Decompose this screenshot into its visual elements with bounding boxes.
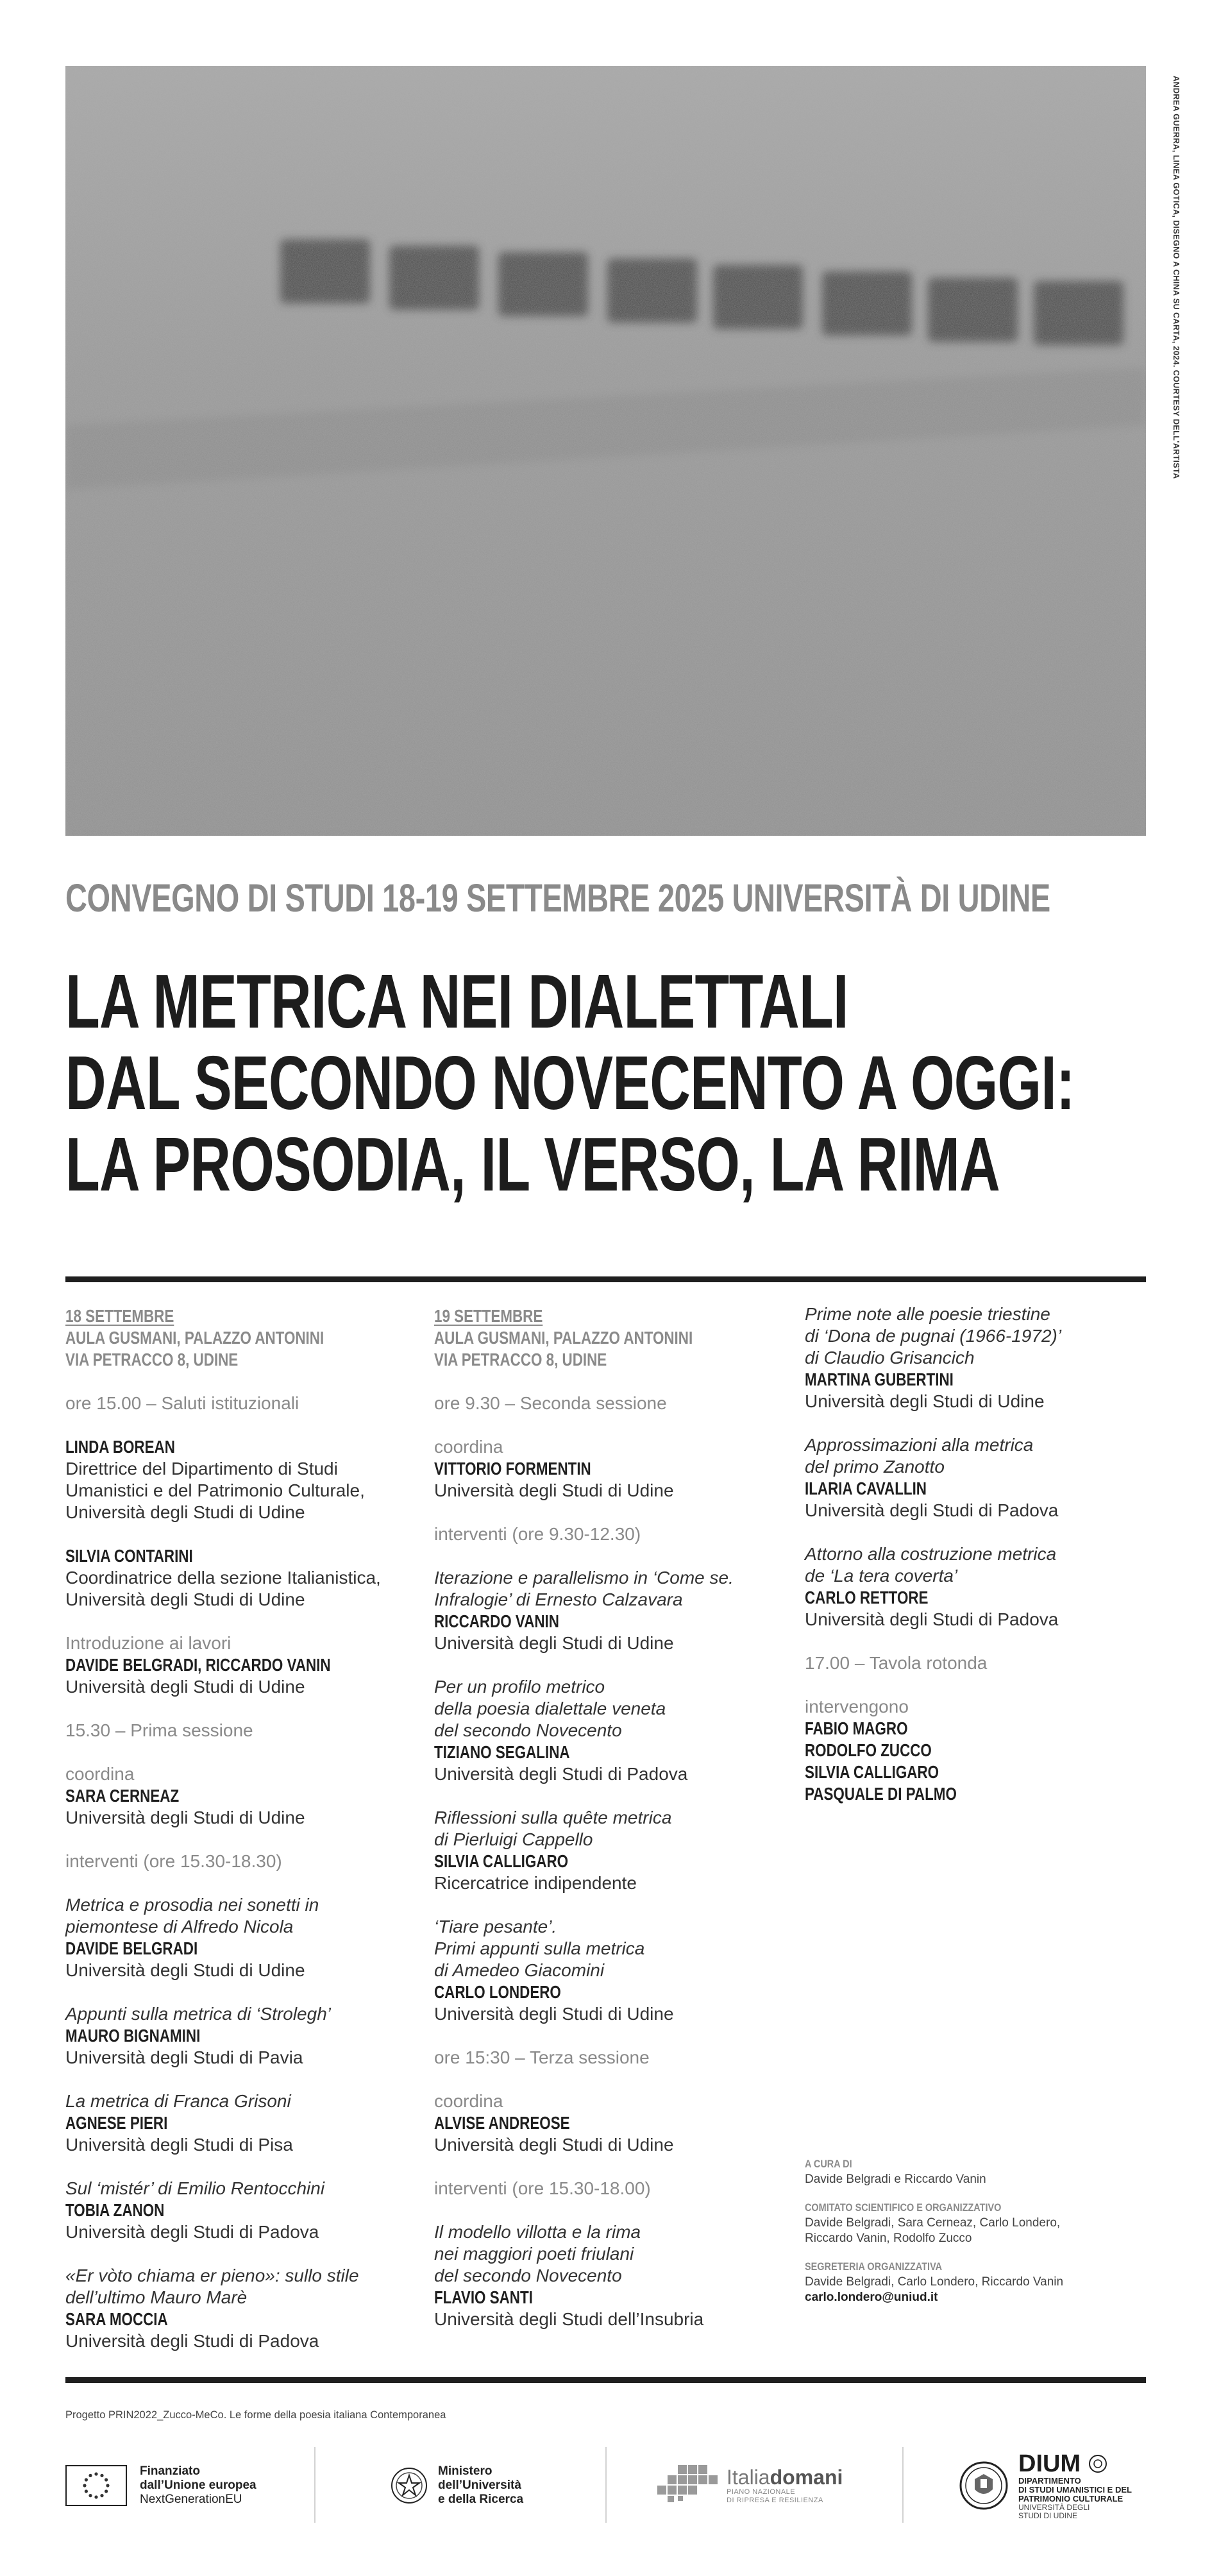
italia-word: Italia	[727, 2466, 770, 2489]
talk-affiliation: Università degli Studi di Padova	[805, 1500, 1059, 1520]
event-subtitle: CONVEGNO DI STUDI 18-19 SETTEMBRE 2025 UNIVERSITÀ DI UDINE	[65, 876, 1050, 920]
eu-flag-icon	[65, 2465, 127, 2506]
day-1-address: VIA PETRACCO 8, UDINE	[65, 1350, 239, 1369]
talk-speaker: ILARIA CAVALLIN	[805, 1479, 927, 1498]
day-2-morning-talks	[434, 1567, 793, 2025]
top-divider	[65, 1276, 1146, 1282]
talk-title: Il modello villotta e la rima nei maggiori poeti friulani del secondo Novecento	[434, 2222, 641, 2285]
coordinator-label: coordina	[434, 2091, 503, 2111]
talk-title: «Er vòto chiama er pieno»: sullo stile dell’ultimo Mauro Marè	[65, 2266, 359, 2307]
talk-affiliation: Università degli Studi di Udine	[434, 2004, 674, 2024]
secretariat-names: Davide Belgradi, Carlo Londero, Riccardo Vanin	[805, 2275, 1064, 2289]
talk-affiliation: Università degli Studi di Padova	[434, 1764, 688, 1784]
italian-emblem-icon	[389, 2466, 429, 2505]
talk-title: La metrica di Franca Grisoni	[65, 2091, 291, 2111]
day-2-afternoon-talks	[434, 2221, 793, 2330]
domani-word: domani	[770, 2466, 843, 2489]
talk-item	[65, 2265, 425, 2352]
talk-affiliation: Università degli Studi di Padova	[65, 2222, 319, 2242]
ministry-line-3: e della Ricerca	[438, 2493, 524, 2506]
talk-affiliation: Università degli Studi di Udine	[65, 1960, 305, 1980]
day-2-address: VIA PETRACCO 8, UDINE	[434, 1350, 607, 1369]
talk-title: Per un profilo metrico della poesia dialettale veneta del secondo Novecento	[434, 1677, 666, 1740]
funding-logos	[65, 2437, 1146, 2534]
speaker-role: Direttrice del Dipartimento di Studi Umanistici e del Patrimonio Culturale, Università degli Studi di Udine	[65, 1459, 365, 1522]
round-table-speaker: FABIO MAGRO	[805, 1718, 908, 1738]
program-day-2	[434, 1305, 793, 2352]
speaker-name: SILVIA CONTARINI	[65, 1546, 193, 1566]
committee-label: COMITATO SCIENTIFICO E ORGANIZZATIVO	[805, 2201, 1002, 2214]
talk-speaker: MAURO BIGNAMINI	[65, 2026, 201, 2046]
logo-divider	[605, 2447, 607, 2523]
dium-line-1: DIPARTIMENTO	[1018, 2476, 1081, 2486]
talk-title: Attorno alla costruzione metrica de ‘La tera coverta’	[805, 1544, 1057, 1586]
round-table-speaker: SILVIA CALLIGARO	[805, 1762, 939, 1782]
dium-line-2: DI STUDI UMANISTICI E DEL	[1018, 2485, 1132, 2495]
talk-title: ‘Tiare pesante’. Primi appunti sulla metrica di Amedeo Giacomini	[434, 1917, 645, 1980]
talk-title: Approssimazioni alla metrica del primo Zanotto	[805, 1435, 1034, 1477]
title-line-1: LA METRICA NEI DIALETTALI	[65, 959, 848, 1044]
dium-line-3: PATRIMONIO CULTURALE	[1018, 2494, 1124, 2504]
ministry-logo	[389, 2437, 523, 2534]
round-table-time: 17.00 – Tavola rotonda	[805, 1653, 988, 1673]
logo-divider	[902, 2447, 904, 2523]
session-2-time: ore 9.30 – Seconda sessione	[434, 1393, 667, 1413]
coordinator-name: SARA CERNEAZ	[65, 1786, 180, 1806]
talk-item	[65, 2090, 425, 2156]
coordinator-name: ALVISE ANDREOSE	[434, 2113, 570, 2133]
curated-label: A CURA DI	[805, 2158, 852, 2170]
italia-sub-1: PIANO NAZIONALE	[727, 2488, 796, 2496]
day-1-venue: AULA GUSMANI, PALAZZO ANTONINI	[65, 1328, 324, 1348]
program-day-2-continued	[805, 1303, 1164, 1827]
talk-title: Sul ‘mistér’ di Emilio Rentocchini	[65, 2178, 325, 2198]
coordinator-label: coordina	[434, 1437, 503, 1457]
session-1-time: 15.30 – Prima sessione	[65, 1720, 253, 1740]
talk-item	[65, 1894, 425, 1981]
italiadomani-mark-icon	[652, 2460, 723, 2511]
talk-item	[434, 1567, 793, 1654]
talk-item	[434, 1807, 793, 1894]
talk-speaker: CARLO LONDERO	[434, 1982, 561, 2002]
intro-label: Introduzione ai lavori	[65, 1633, 231, 1653]
title-line-2: DAL SECONDO NOVECENTO A OGGI:	[65, 1040, 1075, 1126]
program-day-1	[65, 1305, 425, 2374]
round-table-speaker: RODOLFO ZUCCO	[805, 1740, 932, 1760]
talk-item	[434, 1676, 793, 1785]
day-2-date: 19 SETTEMBRE	[434, 1306, 543, 1326]
talk-speaker: SILVIA CALLIGARO	[434, 1851, 569, 1871]
coordinator-affiliation: Università degli Studi di Udine	[65, 1808, 305, 1827]
speaker-role: Coordinatrice della sezione Italianistica, Università degli Studi di Udine	[65, 1568, 381, 1609]
talk-speaker: TIZIANO SEGALINA	[434, 1742, 570, 1762]
talk-affiliation: Università degli Studi di Pavia	[65, 2047, 303, 2067]
title-line-3: LA PROSODIA, IL VERSO, LA RIMA	[65, 1122, 1000, 1207]
eu-logo	[65, 2437, 257, 2534]
talk-item	[65, 2003, 425, 2069]
eu-line-2: dall’Unione europea	[140, 2479, 257, 2492]
coordinator-label: coordina	[65, 1764, 135, 1784]
session-3-time: ore 15:30 – Terza sessione	[434, 2047, 650, 2067]
talk-speaker: RICCARDO VANIN	[434, 1611, 559, 1631]
talk-affiliation: Università degli Studi di Padova	[65, 2331, 319, 2351]
talk-title: Prime note alle poesie triestine di ‘Dona de pugnai (1966-1972)’ di Claudio Grisancich	[805, 1304, 1062, 1368]
day-1-date: 18 SETTEMBRE	[65, 1306, 174, 1326]
dium-badge-icon	[1088, 2454, 1107, 2473]
talk-speaker: AGNESE PIERI	[65, 2113, 168, 2133]
talk-title: Iterazione e parallelismo in ‘Come se. Infralogie’ di Ernesto Calzavara	[434, 1568, 734, 1609]
dium-line-5: STUDI DI UDINE	[1018, 2511, 1078, 2520]
eu-line-3: NextGenerationEU	[140, 2493, 242, 2506]
talk-title: Appunti sulla metrica di ‘Strolegh’	[65, 2004, 331, 2024]
round-table-speaker: PASQUALE DI PALMO	[805, 1784, 957, 1804]
talk-speaker: FLAVIO SANTI	[434, 2287, 533, 2307]
ministry-line-2: dell’Università	[438, 2479, 521, 2492]
talk-item	[805, 1303, 1164, 1412]
talk-affiliation: Università degli Studi di Udine	[434, 1633, 674, 1653]
logo-divider	[314, 2447, 316, 2523]
project-note: Progetto PRIN2022_Zucco-MeCo. Le forme della poesia italiana Contemporanea	[65, 2409, 446, 2421]
speakers-label: intervengono	[805, 1697, 909, 1716]
dium-line-4: UNIVERSITÀ DEGLI	[1018, 2503, 1090, 2512]
artwork-image	[65, 66, 1146, 836]
secretariat-label: SEGRETERIA ORGANIZZATIVA	[805, 2260, 943, 2273]
talk-title: Riflessioni sulla quête metrica di Pierluigi Cappello	[434, 1808, 672, 1849]
coordinator-name: VITTORIO FORMENTIN	[434, 1459, 591, 1479]
coordinator-affiliation: Università degli Studi di Udine	[434, 1480, 674, 1500]
intro-speakers: DAVIDE BELGRADI, RICCARDO VANIN	[65, 1655, 331, 1675]
event-title	[65, 961, 1075, 1205]
talk-item	[805, 1543, 1164, 1631]
bottom-divider	[65, 2377, 1146, 2383]
talk-title: Metrica e prosodia nei sonetti in piemontese di Alfredo Nicola	[65, 1895, 319, 1936]
day-2-venue: AULA GUSMANI, PALAZZO ANTONINI	[434, 1328, 693, 1348]
talks-time: interventi (ore 15.30-18.00)	[434, 2178, 651, 2198]
committee-names: Davide Belgradi, Sara Cerneaz, Carlo Londero, Riccardo Vanin, Rodolfo Zucco	[805, 2216, 1061, 2245]
talk-item	[65, 2178, 425, 2243]
talk-affiliation: Università degli Studi di Udine	[805, 1391, 1045, 1411]
talk-speaker: CARLO RETTORE	[805, 1588, 929, 1607]
university-seal-icon	[958, 2460, 1009, 2511]
day-2-afternoon-talks-continued	[805, 1303, 1164, 1631]
ministry-line-1: Ministero	[438, 2464, 492, 2478]
talk-speaker: TOBIA ZANON	[65, 2200, 165, 2220]
talk-item	[434, 1916, 793, 2025]
day-1-talks	[65, 1894, 425, 2352]
intro-affiliation: Università degli Studi di Udine	[65, 1677, 305, 1697]
talk-affiliation: Università degli Studi di Padova	[805, 1609, 1059, 1629]
contact-email[interactable]: carlo.londero@uniud.it	[805, 2291, 938, 2304]
curated-names: Davide Belgradi e Riccardo Vanin	[805, 2173, 986, 2186]
talk-affiliation: Università degli Studi dell’Insubria	[434, 2309, 704, 2329]
dium-logo	[958, 2437, 1132, 2534]
talk-item	[805, 1434, 1164, 1521]
italia-sub-2: DI RIPRESA E RESILIENZA	[727, 2496, 823, 2504]
eu-line-1: Finanziato	[140, 2464, 200, 2478]
talks-time: interventi (ore 9.30-12.30)	[434, 1524, 641, 1544]
talks-time: interventi (ore 15.30-18.30)	[65, 1851, 282, 1871]
italiadomani-logo	[652, 2437, 843, 2534]
talk-speaker: SARA MOCCIA	[65, 2309, 168, 2329]
speaker-name: LINDA BOREAN	[65, 1437, 175, 1457]
talk-item	[434, 2221, 793, 2330]
dium-name: DIUM	[1018, 2450, 1081, 2477]
greetings-time: ore 15.00 – Saluti istituzionali	[65, 1393, 299, 1413]
organizers	[805, 2157, 1125, 2318]
talk-affiliation: Ricercatrice indipendente	[434, 1873, 637, 1893]
talk-affiliation: Università degli Studi di Pisa	[65, 2135, 293, 2155]
talk-speaker: DAVIDE BELGRADI	[65, 1938, 198, 1958]
artwork-credit: ANDREA GUERRA, LINEA GOTICA, DISEGNO A CHINA SU CARTA, 2024. COURTESY DELL'ARTISTA	[1172, 76, 1181, 479]
coordinator-affiliation: Università degli Studi di Udine	[434, 2135, 674, 2155]
talk-speaker: MARTINA GUBERTINI	[805, 1369, 954, 1389]
